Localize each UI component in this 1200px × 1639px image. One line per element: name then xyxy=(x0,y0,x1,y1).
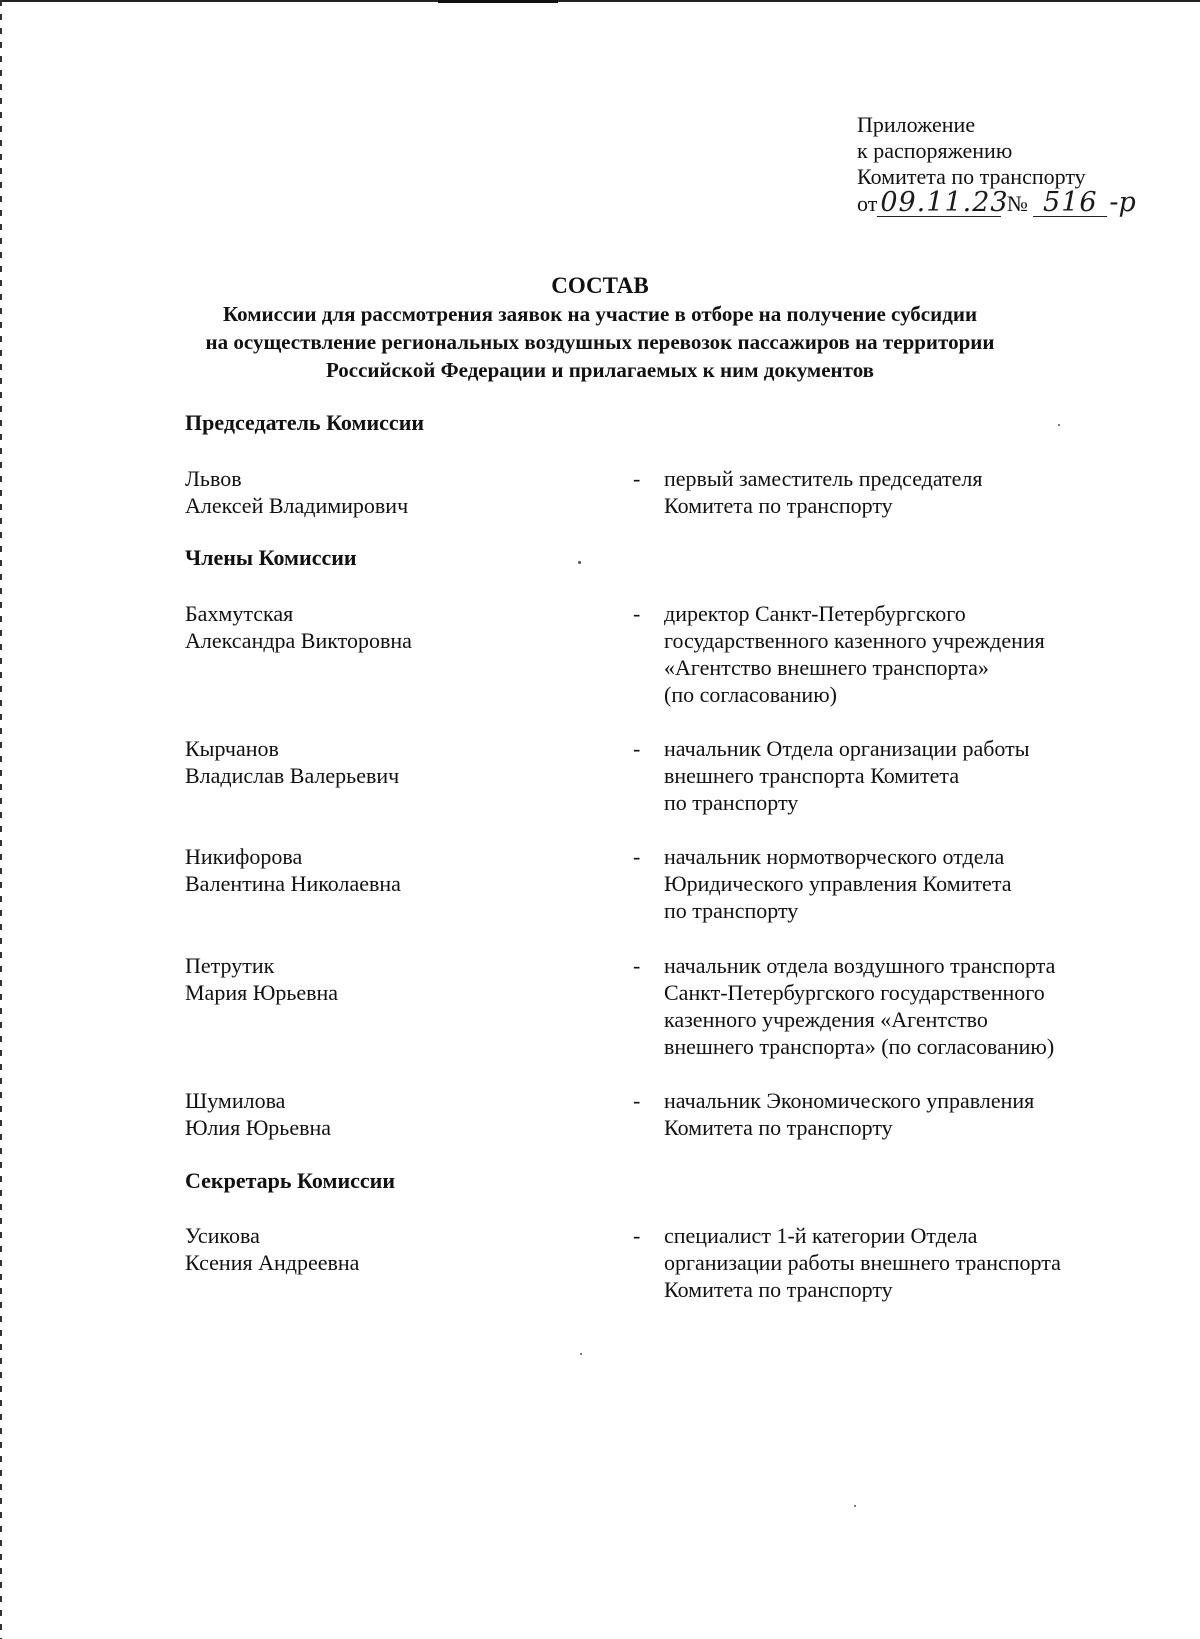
member-name xyxy=(185,465,408,519)
top-border-line xyxy=(0,0,1200,2)
scan-speck xyxy=(854,1505,856,1507)
role-line: начальник отдела воздушного транспорта xyxy=(664,953,1056,978)
member-dash: - xyxy=(633,953,641,978)
role-line: (по согласованию) xyxy=(664,682,837,707)
members-section-label: Члены Комиссии xyxy=(185,545,357,570)
member-surname: Петрутик xyxy=(185,953,275,978)
member-role xyxy=(664,843,1124,924)
member-role xyxy=(664,1087,1124,1141)
member-name xyxy=(185,735,399,789)
subtitle-line: Российской Федерации и прилагаемых к ним документов xyxy=(325,358,875,382)
handwritten-date: 09.11.23 xyxy=(877,190,1001,217)
scan-speck xyxy=(580,1353,582,1355)
top-border-mark xyxy=(438,0,558,3)
handwritten-number: 516 xyxy=(1033,190,1107,217)
member-surname: Усикова xyxy=(185,1223,260,1248)
member-given-names: Алексей Владимирович xyxy=(185,493,409,518)
document-heading xyxy=(150,272,1050,384)
member-role xyxy=(664,952,1124,1060)
role-line: «Агентство внешнего транспорта» xyxy=(664,655,989,680)
role-line: Комитета по транспорту xyxy=(664,1277,893,1302)
number-sign: № xyxy=(1006,191,1028,216)
member-given-names: Александра Викторовна xyxy=(185,628,412,653)
subtitle-line: Комиссии для рассмотрения заявок на участие в отборе на получение субсидии xyxy=(222,302,978,326)
role-line: организации работы внешнего транспорта xyxy=(664,1250,1061,1275)
secretary-section-label: Секретарь Комиссии xyxy=(185,1168,396,1193)
member-given-names: Ксения Андреевна xyxy=(185,1250,360,1275)
attachment-block xyxy=(857,112,1136,217)
member-given-names: Мария Юрьевна xyxy=(185,980,339,1005)
scan-speck xyxy=(1058,424,1060,426)
member-surname: Шумилова xyxy=(185,1088,286,1113)
member-given-names: Владислав Валерьевич xyxy=(185,763,400,788)
chairman-section-label: Председатель Комиссии xyxy=(185,410,425,435)
order-date-line xyxy=(857,187,1136,218)
scan-speck xyxy=(578,561,581,564)
role-line: Юридического управления Комитета xyxy=(664,871,1012,896)
role-line: начальник Отдела организации работы xyxy=(664,736,1030,761)
member-name xyxy=(185,1222,359,1276)
member-surname: Бахмутская xyxy=(185,601,294,626)
member-dash: - xyxy=(633,601,641,626)
member-dash: - xyxy=(633,1088,641,1113)
member-name xyxy=(185,600,412,654)
member-dash: - xyxy=(633,466,641,491)
handwritten-number-suffix: -р xyxy=(1109,187,1136,218)
role-line: по транспорту xyxy=(664,898,799,923)
role-line: казенного учреждения «Агентство xyxy=(664,1007,988,1032)
member-role xyxy=(664,735,1124,816)
role-line: государственного казенного учреждения xyxy=(664,628,1045,653)
role-line: специалист 1-й категории Отдела xyxy=(664,1223,978,1248)
attachment-line-2: к распоряжению xyxy=(857,138,1013,163)
role-line: Комитета по транспорту xyxy=(664,493,893,518)
role-line: внешнего транспорта» (по согласованию) xyxy=(664,1034,1055,1059)
attachment-line-3: Комитета по транспорту xyxy=(857,164,1086,189)
document-subtitle xyxy=(150,300,1050,384)
role-line: начальник Экономического управления xyxy=(664,1088,1035,1113)
attachment-line-1: Приложение xyxy=(857,112,976,137)
document-title: СОСТАВ xyxy=(551,273,649,298)
member-surname: Львов xyxy=(185,466,242,491)
member-name xyxy=(185,1087,331,1141)
member-surname: Кырчанов xyxy=(185,736,279,761)
role-line: Комитета по транспорту xyxy=(664,1115,893,1140)
member-role xyxy=(664,465,1124,519)
role-line: первый заместитель председателя xyxy=(664,466,983,491)
subtitle-line: на осуществление региональных воздушных перевозок пассажиров на территории xyxy=(205,330,995,354)
member-name xyxy=(185,952,338,1006)
member-given-names: Валентина Николаевна xyxy=(185,871,401,896)
member-given-names: Юлия Юрьевна xyxy=(185,1115,332,1140)
role-line: внешнего транспорта Комитета xyxy=(664,763,960,788)
member-dash: - xyxy=(633,736,641,761)
left-scan-edge xyxy=(0,0,2,1639)
member-dash: - xyxy=(633,1223,641,1248)
role-line: Санкт-Петербургского государственного xyxy=(664,980,1045,1005)
date-prefix: от xyxy=(857,191,878,216)
role-line: по транспорту xyxy=(664,790,799,815)
role-line: начальник нормотворческого отдела xyxy=(664,844,1005,869)
member-surname: Никифорова xyxy=(185,844,303,869)
member-role xyxy=(664,600,1124,708)
member-name xyxy=(185,843,401,897)
member-role xyxy=(664,1222,1124,1303)
role-line: директор Санкт-Петербургского xyxy=(664,601,966,626)
member-dash: - xyxy=(633,844,641,869)
